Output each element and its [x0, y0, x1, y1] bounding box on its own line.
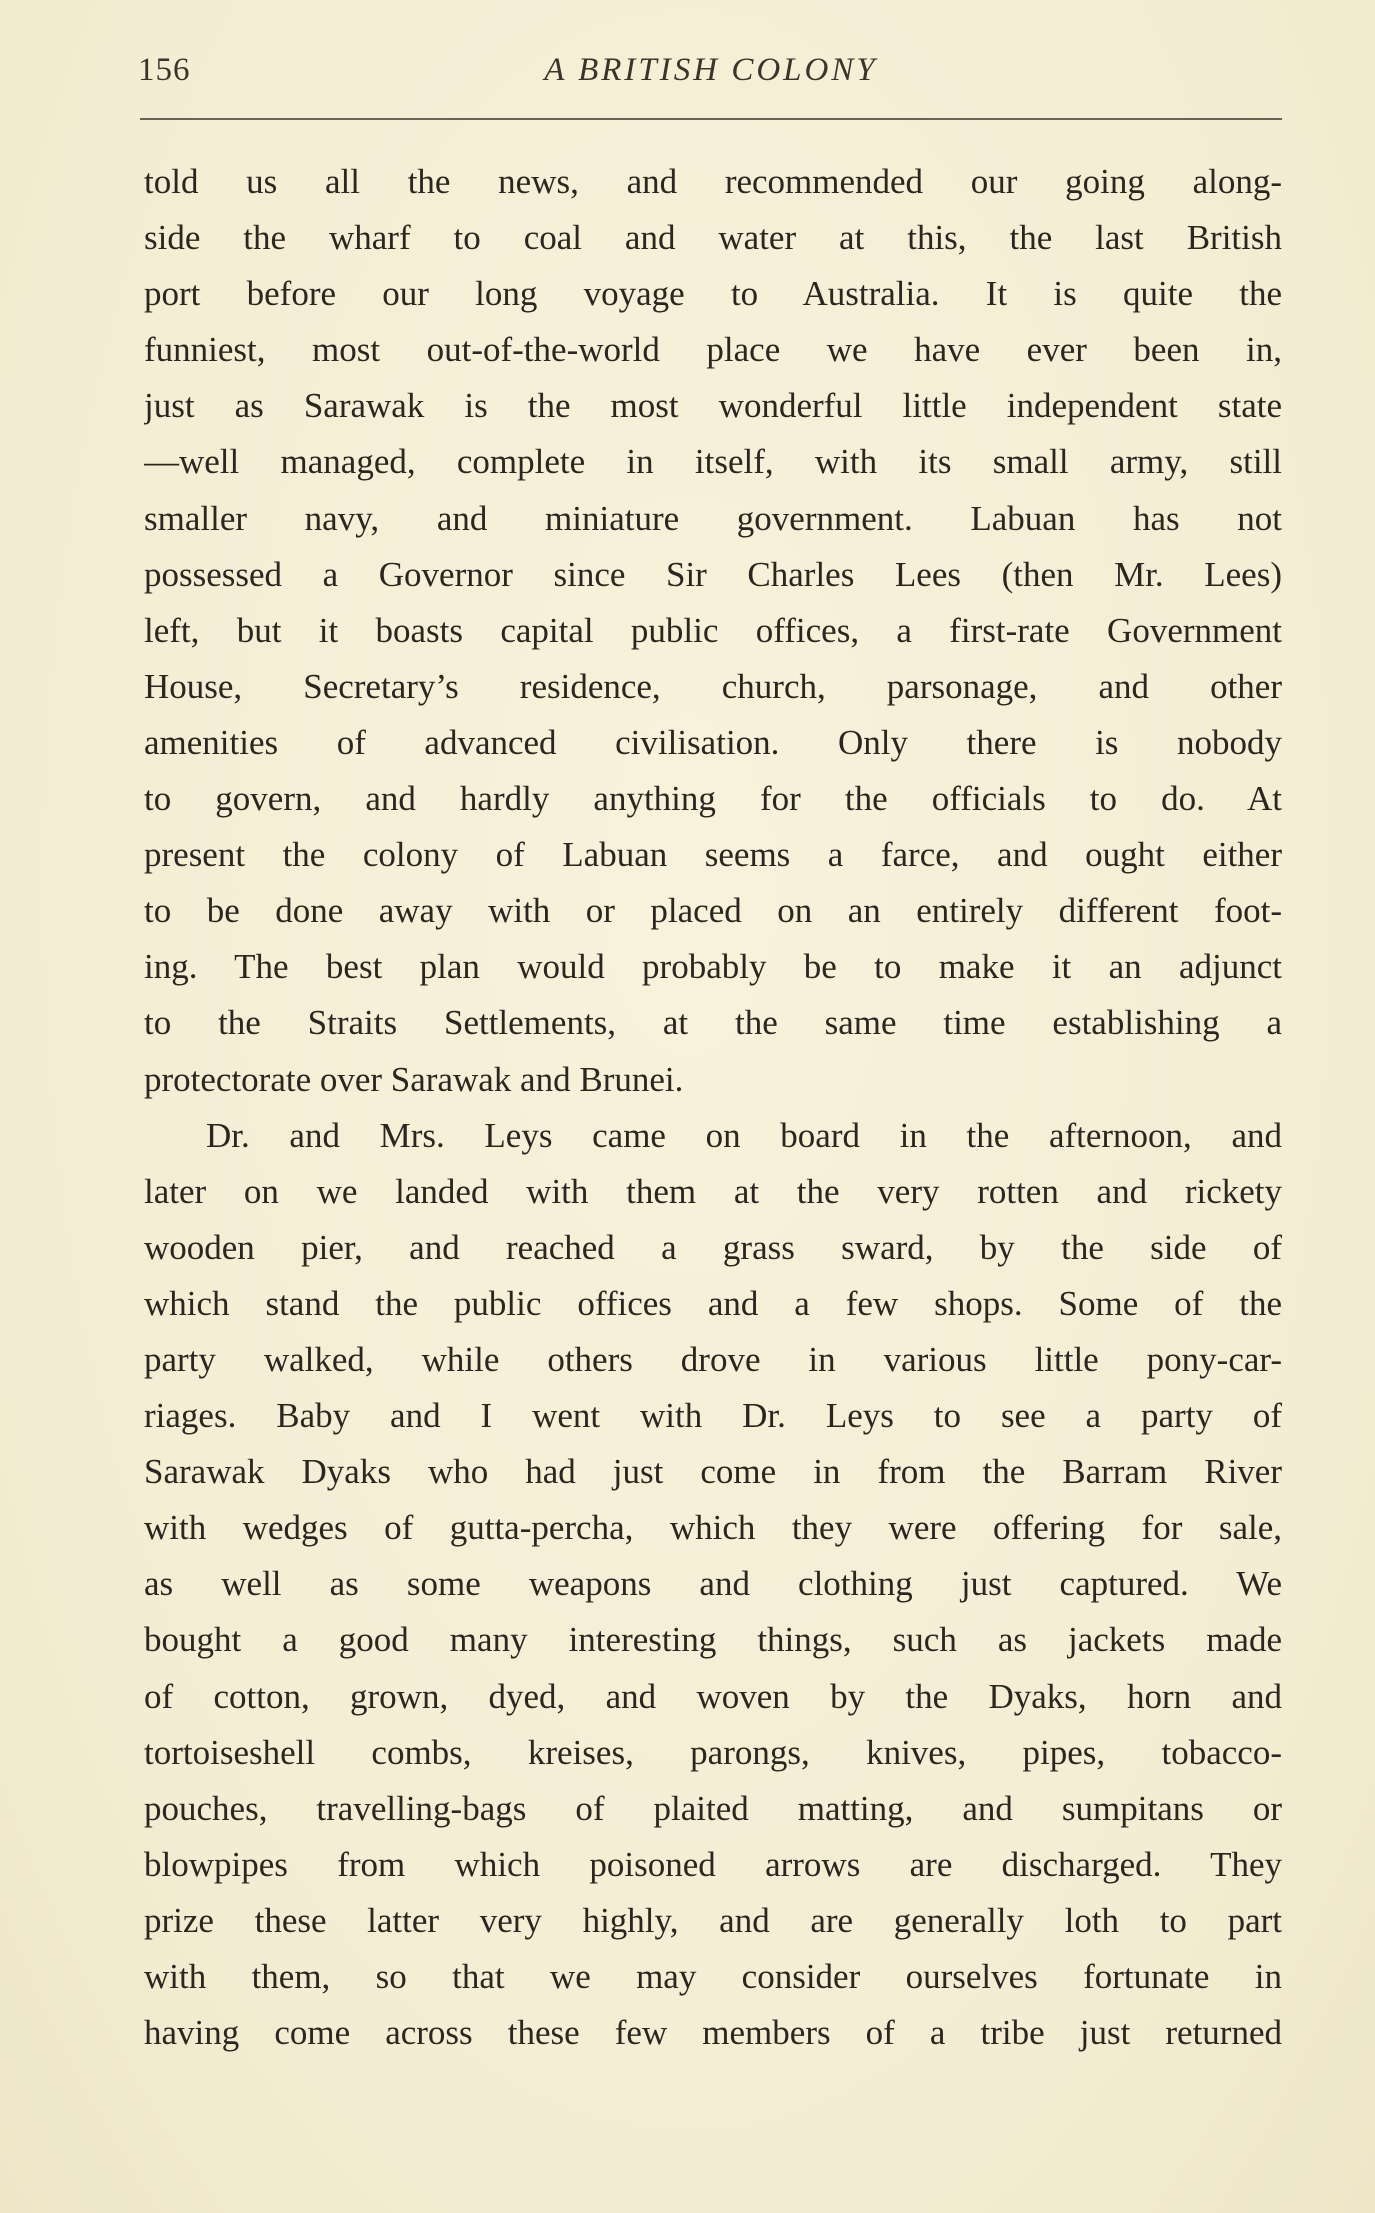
- text-line: Sarawak Dyaks who had just come in from the Barram River: [144, 1452, 1282, 1492]
- text-line: —well managed, complete in itself, with its small army, still: [144, 442, 1282, 482]
- text-line: told us all the news, and recommended our going along-: [144, 162, 1282, 201]
- text-line: as well as some weapons and clothing just captured. We: [144, 1564, 1282, 1604]
- text-line: later on we landed with them at the very rotten and rickety: [144, 1171, 1282, 1211]
- text-line: just as Sarawak is the most wonderful little independent state: [144, 386, 1282, 426]
- text-line: having come across these few members of a tribe just returned: [144, 2013, 1282, 2053]
- text-line: possessed a Governor since Sir Charles Lees (then Mr. Lees): [144, 554, 1282, 594]
- text-line: House, Secretary’s residence, church, parsonage, and other: [144, 666, 1282, 706]
- page-header: [138, 52, 1284, 98]
- body-text: [144, 154, 1282, 2061]
- text-line: prize these latter very highly, and are generally loth to part: [144, 1900, 1282, 1940]
- text-line: tortoiseshell combs, kreises, parongs, knives, pipes, tobacco-: [144, 1732, 1282, 1772]
- text-line: amenities of advanced civilisation. Only there is nobody: [144, 722, 1282, 762]
- text-line: to govern, and hardly anything for the officials to do. At: [144, 779, 1282, 819]
- text-line: ing. The best plan would probably be to make it an adjunct: [144, 947, 1282, 987]
- text-line: wooden pier, and reached a grass sward, by the side of: [144, 1227, 1282, 1267]
- text-line: left, but it boasts capital public offices, a first-rate Government: [144, 610, 1282, 650]
- text-line: smaller navy, and miniature government. Labuan has not: [144, 498, 1282, 538]
- page-number: 156: [138, 52, 191, 88]
- text-line: bought a good many interesting things, such as jackets made: [144, 1620, 1282, 1660]
- text-line: to be done away with or placed on an entirely different foot-: [144, 891, 1282, 931]
- text-line: pouches, travelling-bags of plaited matting, and sumpitans or: [144, 1788, 1282, 1828]
- text-line: funniest, most out-of-the-world place we have ever been in,: [144, 330, 1282, 370]
- header-rule: [140, 118, 1282, 120]
- text-line: port before our long voyage to Australia. It is quite the: [144, 274, 1282, 314]
- text-line: with wedges of gutta-percha, which they were offering for sale,: [144, 1508, 1282, 1548]
- text-line: which stand the public offices and a few shops. Some of the: [144, 1283, 1282, 1323]
- text-line: riages. Baby and I went with Dr. Leys to see a party of: [144, 1396, 1282, 1436]
- text-line: blowpipes from which poisoned arrows are discharged. They: [144, 1844, 1282, 1884]
- text-line: to the Straits Settlements, at the same time establishing a: [144, 1003, 1282, 1043]
- paragraph-end-line: protectorate over Sarawak and Brunei.: [144, 1059, 684, 1099]
- text-line: party walked, while others drove in various little pony-car-: [144, 1339, 1282, 1379]
- running-title: A BRITISH COLONY: [544, 52, 878, 88]
- text-line: present the colony of Labuan seems a farce, and ought either: [144, 835, 1282, 875]
- text-line: with them, so that we may consider ourselves fortunate in: [144, 1957, 1282, 1996]
- paragraph-start-line: Dr. and Mrs. Leys came on board in the afternoon, and: [206, 1115, 1282, 1155]
- text-line: of cotton, grown, dyed, and woven by the Dyaks, horn and: [144, 1676, 1282, 1716]
- text-line: side the wharf to coal and water at this, the last British: [144, 218, 1282, 258]
